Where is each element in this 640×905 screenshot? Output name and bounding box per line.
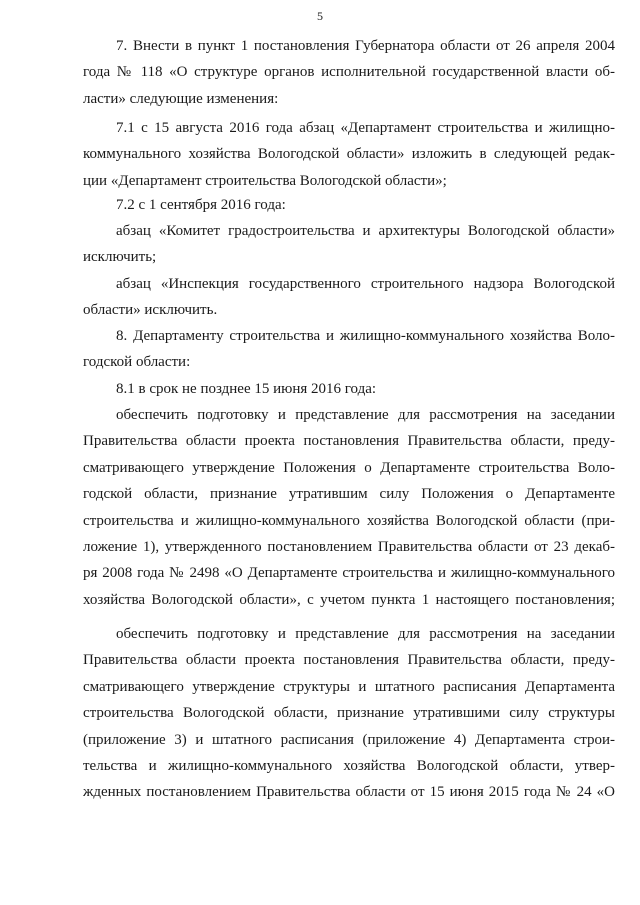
text-line: ции «Департамент строительства Вологодской области»;: [83, 172, 447, 189]
text-line: (приложение 3) и штатного расписания (приложение 4) Департамента строи-: [83, 731, 615, 748]
text-line: сматривающего утверждение Положения о Департаменте строительства Воло-: [83, 459, 615, 476]
text-line: обеспечить подготовку и представление для рассмотрения на заседании: [116, 626, 615, 642]
text-line: 8. Департаменту строительства и жилищно-коммунального хозяйства Воло-: [116, 328, 615, 344]
text-line: 7.2 с 1 сентября 2016 года:: [116, 197, 286, 213]
text-line: годской области:: [83, 354, 191, 371]
text-line: года № 118 «О структуре органов исполнительной государственной власти об-: [83, 64, 615, 81]
text-line: годской области, признание утратившим силу Положения о Департаменте: [83, 486, 615, 503]
text-line: ложение 1), утвержденного постановлением Правительства области от 23 декаб-: [83, 539, 615, 555]
text-line: исключить;: [83, 249, 157, 266]
text-line: 7.1 с 15 августа 2016 года абзац «Департамент строительства и жилищно-: [116, 120, 615, 136]
text-line: жденных постановлением Правительства области от 15 июня 2015 года № 24 «О: [83, 784, 615, 801]
text-line: строительства Вологодской области, признание утратившими силу структуры: [83, 705, 615, 722]
text-line: ря 2008 года № 2498 «О Департаменте строительства и жилищно-коммунального: [83, 565, 615, 582]
text-line: Правительства области проекта постановления Правительства области, преду-: [83, 433, 615, 450]
text-line: ласти» следующие изменения:: [83, 90, 279, 107]
text-line: сматривающего утверждение структуры и штатного расписания Департамента: [83, 678, 615, 695]
text-line: области» исключить.: [83, 302, 218, 319]
text-line: обеспечить подготовку и представление для рассмотрения на заседании: [116, 407, 615, 423]
text-line: коммунального хозяйства Вологодской области» изложить в следующей редак-: [83, 146, 615, 163]
text-line: абзац «Инспекция государственного строительного надзора Вологодской: [116, 276, 615, 292]
text-line: 8.1 в срок не позднее 15 июня 2016 года:: [116, 381, 377, 397]
text-line: тельства и жилищно-коммунального хозяйства Вологодской области, утвер-: [83, 758, 615, 774]
text-line: хозяйства Вологодской области», с учетом пункта 1 настоящего постановления;: [83, 591, 615, 608]
text-line: 7. Внести в пункт 1 постановления Губернатора области от 26 апреля 2004: [116, 38, 615, 54]
text-line: строительства и жилищно-коммунального хозяйства Вологодской области (при-: [83, 512, 615, 529]
text-line: абзац «Комитет градостроительства и архитектуры Вологодской области»: [116, 223, 615, 239]
page-number: 5: [317, 9, 323, 23]
text-line: Правительства области проекта постановления Правительства области, преду-: [83, 652, 615, 669]
